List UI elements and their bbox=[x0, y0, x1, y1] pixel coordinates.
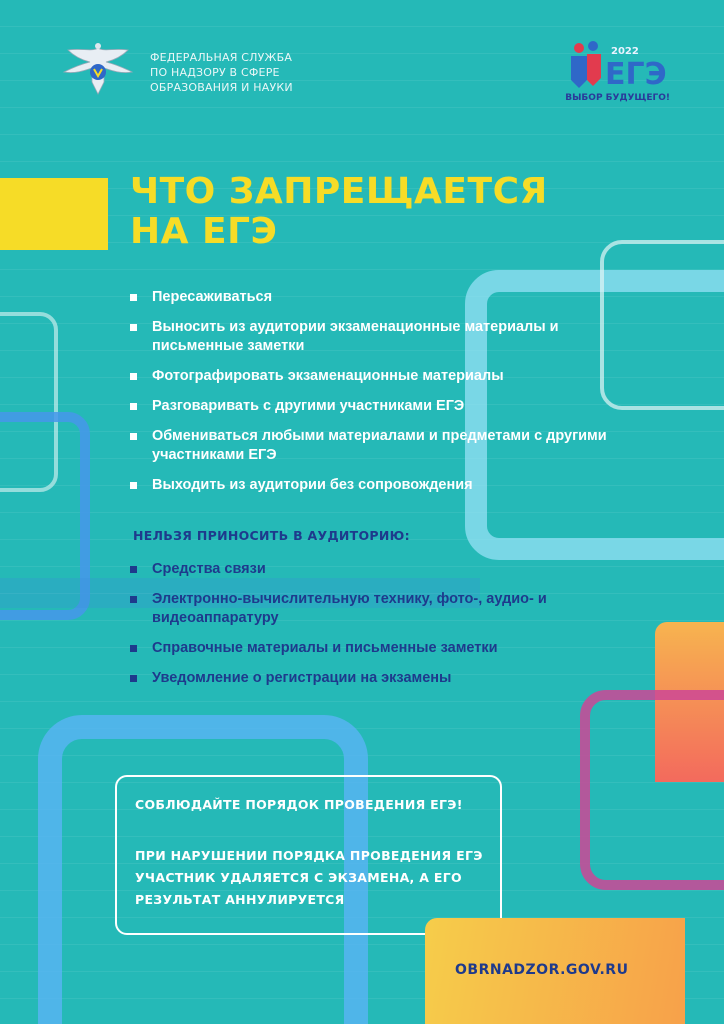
org-line: ОБРАЗОВАНИЯ И НАУКИ bbox=[150, 81, 293, 94]
list-item-text: Электронно-вычислительную технику, фото-, аудио- и видеоаппаратуру bbox=[152, 591, 547, 626]
site-link[interactable]: OBRNADZOR.GOV.RU bbox=[455, 962, 629, 978]
notice-text: ПРИ НАРУШЕНИИ ПОРЯДКА ПРОВЕДЕНИЯ ЕГЭ УЧАСТНИК УДАЛЯЕТСЯ С ЭКЗАМЕНА, А ЕГО РЕЗУЛЬТАТ АННУЛИРУЕТСЯ bbox=[135, 848, 483, 907]
list-item-text: Пересаживаться bbox=[152, 289, 273, 305]
list-item bbox=[128, 288, 628, 307]
list-item bbox=[128, 669, 628, 688]
bullet-square-icon bbox=[130, 324, 137, 331]
org-line: ФЕДЕРАЛЬНАЯ СЛУЖБА bbox=[150, 51, 293, 64]
not-allowed-list bbox=[128, 560, 628, 699]
title-accent-bar bbox=[0, 178, 108, 250]
list-item bbox=[128, 397, 628, 416]
list-item-text: Фотографировать экзаменационные материалы bbox=[152, 368, 504, 384]
org-name bbox=[150, 50, 330, 95]
bullet-square-icon bbox=[130, 433, 137, 440]
org-line: ПО НАДЗОРУ В СФЕРЕ bbox=[150, 66, 280, 79]
list-item bbox=[128, 318, 628, 356]
list-item bbox=[128, 427, 628, 465]
list-item-text: Справочные материалы и письменные заметки bbox=[152, 640, 498, 656]
bullet-square-icon bbox=[130, 566, 137, 573]
title-line: НА ЕГЭ bbox=[130, 211, 278, 252]
bullet-square-icon bbox=[130, 403, 137, 410]
bullet-square-icon bbox=[130, 482, 137, 489]
list-item bbox=[128, 476, 628, 495]
list-item bbox=[128, 367, 628, 386]
bullet-square-icon bbox=[130, 596, 137, 603]
notice-title: СОБЛЮДАЙТЕ ПОРЯДОК ПРОВЕДЕНИЯ ЕГЭ! bbox=[135, 797, 463, 812]
list-item-text: Обмениваться любыми материалами и предметами с другими участниками ЕГЭ bbox=[152, 428, 607, 463]
eagle-emblem-icon bbox=[52, 38, 144, 100]
list-item bbox=[128, 560, 628, 579]
site-panel bbox=[425, 918, 685, 1024]
list-item-text: Разговаривать с другими участниками ЕГЭ bbox=[152, 398, 465, 414]
list-item-text: Выходить из аудитории без сопровождения bbox=[152, 477, 473, 493]
title-line: ЧТО ЗАПРЕЩАЕТСЯ bbox=[130, 171, 548, 212]
notice-box bbox=[115, 775, 502, 935]
list-item bbox=[128, 639, 628, 658]
not-allowed-heading: НЕЛЬЗЯ ПРИНОСИТЬ В АУДИТОРИЮ: bbox=[133, 528, 410, 543]
list-item bbox=[128, 590, 628, 628]
ege-slogan: ВЫБОР БУДУЩЕГО! bbox=[565, 93, 670, 103]
list-item-text: Выносить из аудитории экзаменационные материалы и письменные заметки bbox=[152, 319, 559, 354]
ege-wordmark: ЕГЭ bbox=[605, 57, 667, 92]
bullet-square-icon bbox=[130, 675, 137, 682]
ege-year: 2022 bbox=[611, 46, 639, 57]
bullet-square-icon bbox=[130, 373, 137, 380]
bullet-square-icon bbox=[130, 645, 137, 652]
prohibited-list bbox=[128, 288, 628, 506]
list-item-text: Уведомление о регистрации на экзамены bbox=[152, 670, 452, 686]
bullet-square-icon bbox=[130, 294, 137, 301]
deco-frame-pink bbox=[580, 690, 724, 890]
list-item-text: Средства связи bbox=[152, 561, 266, 577]
page-title bbox=[130, 172, 548, 252]
